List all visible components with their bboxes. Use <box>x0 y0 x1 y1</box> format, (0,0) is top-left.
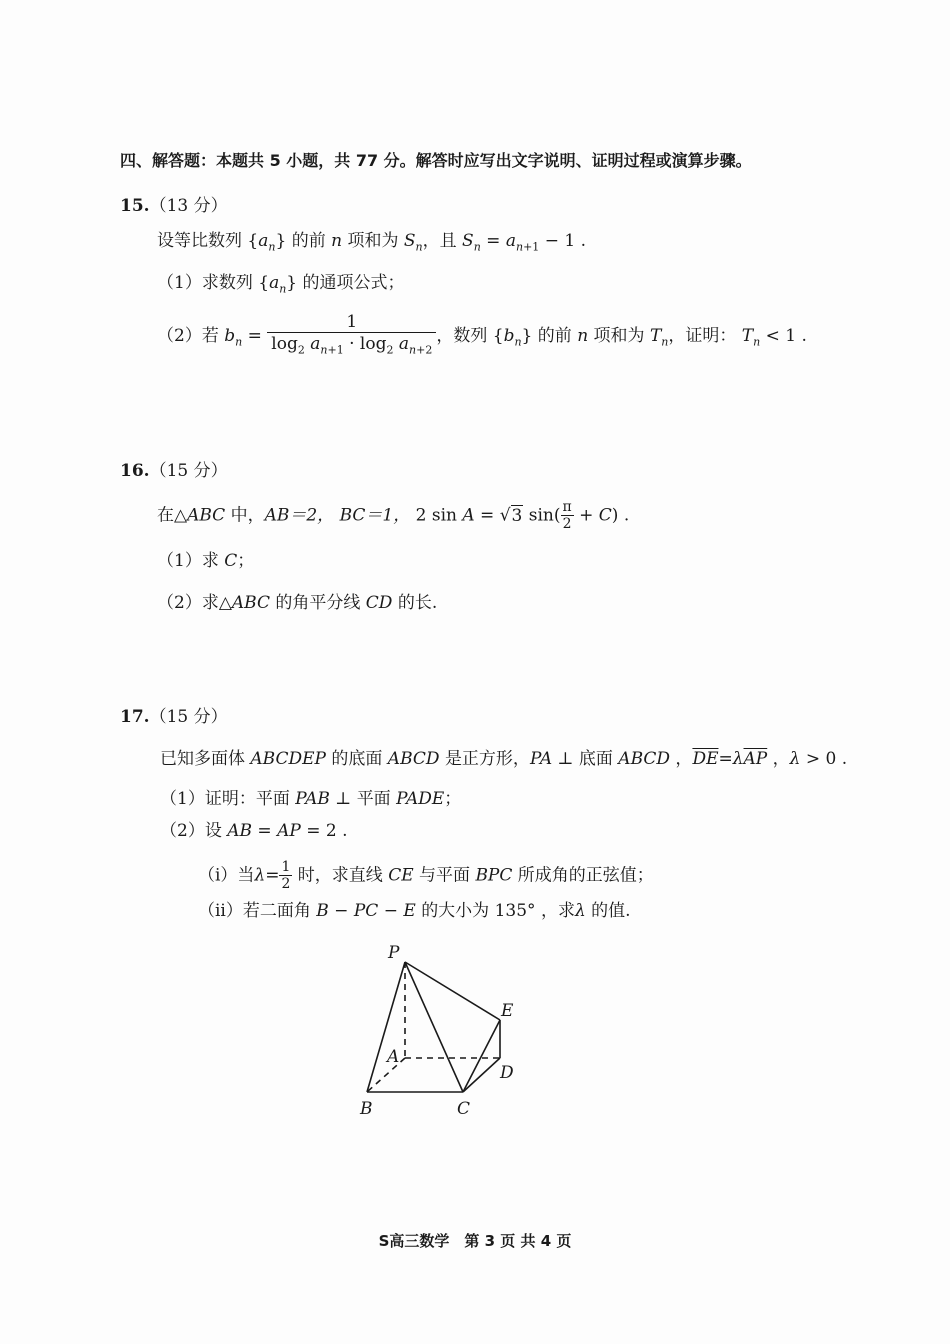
q16-part2: （2）求△ABC 的角平分线 CD 的长. <box>157 593 438 613</box>
label-B: B <box>360 1099 373 1119</box>
q15-points: （13 分） <box>149 196 228 216</box>
q15-stem: 设等比数列 $\{a_n\}$ 的前 n 项和为 $S_n$，且 $S_n = a_{n+1} - 1$ . <box>157 231 586 254</box>
edge-CD <box>463 1058 500 1092</box>
q17-number: 17. <box>120 707 150 727</box>
edge-PC <box>405 962 463 1092</box>
page-footer: S高三数学 第 3 页 共 4 页 <box>378 1232 572 1250</box>
label-P: P <box>388 943 400 963</box>
q17-sub2: （ii）若二面角 B − PC − E 的大小为 135° ，求λ 的值. <box>198 901 631 921</box>
q16-points: （15 分） <box>149 461 228 481</box>
edge-CE <box>463 1020 500 1092</box>
section-heading: 四、解答题：本题共 5 小题，共 77 分。解答时应写出文字说明、证明过程或演算步骤。 <box>120 151 752 170</box>
label-C: C <box>457 1099 471 1119</box>
q16-number: 16. <box>120 461 150 481</box>
label-A: A <box>387 1047 400 1067</box>
label-D: D <box>500 1063 514 1083</box>
q16-stem: 在△ABC 中，AB＝2， BC＝1， 2 sin A = √3 sin( $\frac{\pi}{2}$ + C) . <box>157 499 630 532</box>
q15-part2: （2）若 $b_n$ = $\frac{1}{\log_2 a_{n+1} \cdot \log_2 a_{n+2}}$ ，数列 $\{b_n\}$ 的前 n 项和为 $T_n$，证明： $T_n < 1$ . <box>157 312 807 361</box>
q15-part1: （1）求数列 $\{a_n\}$ 的通项公式； <box>157 273 405 296</box>
q15-header <box>120 195 228 217</box>
edge-PB <box>367 962 405 1092</box>
q17-sub1: （i）当λ= $\frac{1}{2}$ 时，求直线 CE 与平面 BPC 所成角的正弦值； <box>198 859 654 892</box>
q17-part2: （2）设 AB = AP = 2 . <box>160 821 348 841</box>
label-E: E <box>501 1001 514 1021</box>
q17-points: （15 分） <box>149 707 228 727</box>
q16-part1: （1）求 C； <box>157 551 255 571</box>
q17-part1: （1）证明：平面 PAB ⊥ 平面 PADE； <box>160 789 462 809</box>
q15-fraction: $\frac{1}{\log_2 a_{n+1} \cdot \log_2 a_{n+2}}$ <box>267 312 436 361</box>
q15-number: 15. <box>120 196 150 216</box>
q16-header <box>120 460 228 482</box>
q17-header <box>120 706 228 728</box>
polyhedron-figure <box>355 940 535 1120</box>
edge-PE <box>405 962 500 1020</box>
q17-stem: 已知多面体 ABCDEP 的底面 ABCD 是正方形，PA ⊥ 底面 ABCD ，$\overline{DE}=\lambda\overline{AP}$ ，λ > 0 . <box>160 749 848 769</box>
